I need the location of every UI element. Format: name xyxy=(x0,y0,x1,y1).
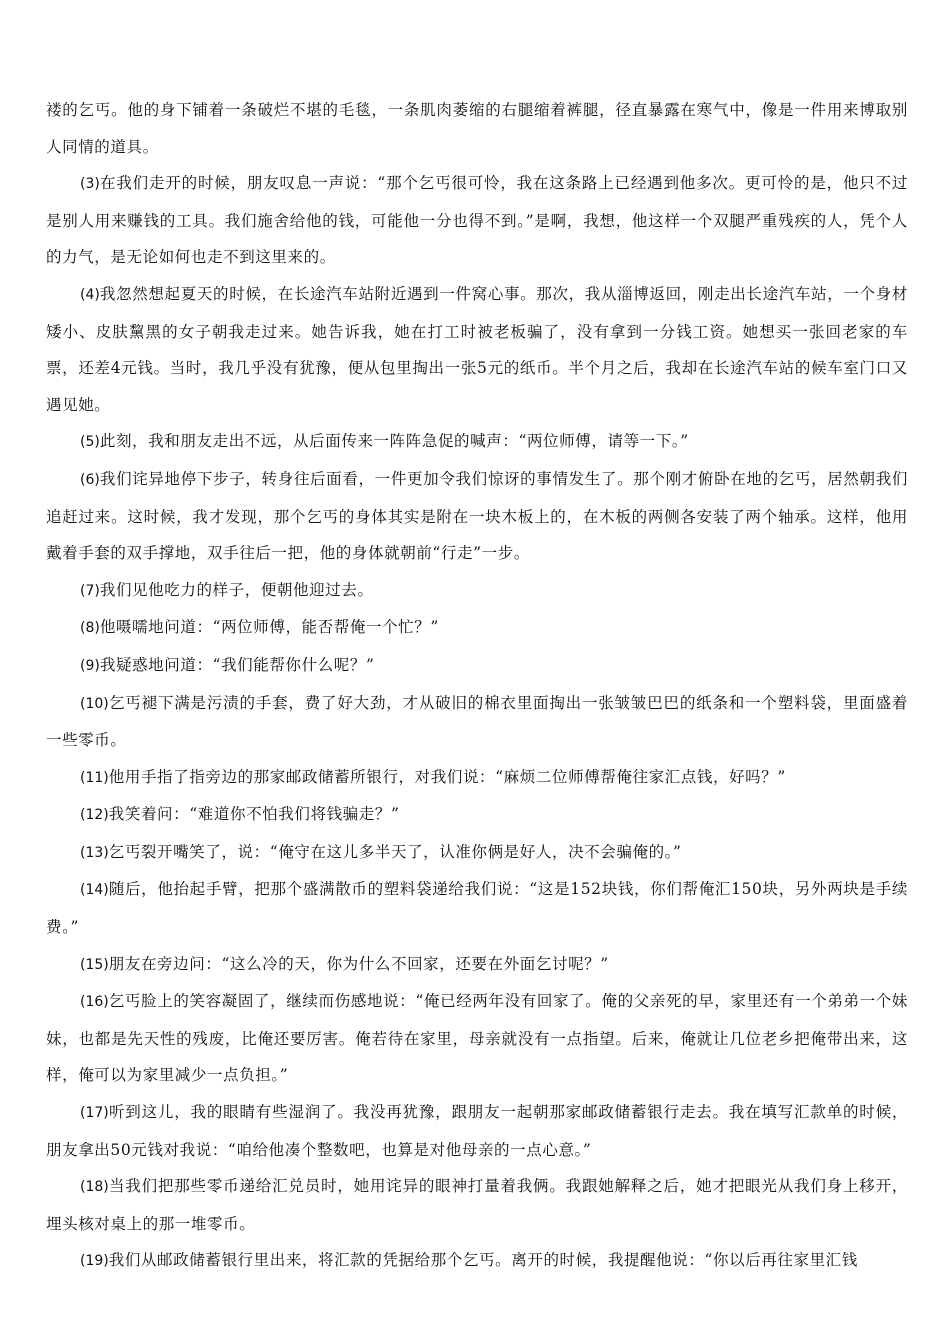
paragraph-text: 当我们把那些零币递给汇兑员时，她用诧异的眼神打量着我俩。我跟她解释之后，她才把眼光从我们身上移开，埋头核对桌上的那一堆零币。 xyxy=(46,1177,908,1233)
paragraph-text: 我忽然想起夏天的时候，在长途汽车站附近遇到一件窝心事。那次，我从淄博返回，刚走出长途汽车站，一个身材矮小、皮肤黧黑的女子朝我走过来。她告诉我，她在打工时被老板骗了，没有拿到一分钱工资。她想买一张回老家的车票，还差4元钱。当时，我几乎没有犹豫，便从包里掏出一张5元的纸币。半个月之后，我却在长途汽车站的候车室门口又遇见她。 xyxy=(46,284,908,414)
paragraph-text: 他嗫嚅地问道：“两位师傅，能否帮俺一个忙？” xyxy=(99,618,439,637)
paragraph-text: 乞丐脸上的笑容凝固了，继续而伤感地说：“俺已经两年没有回家了。俺的父亲死的早，家里还有一个弟弟一个妹妹，也都是先天性的残废，比俺还要厉害。俺若待在家里，母亲就没有一点指望。后来，俺就让几位老乡把俺带出来，这样，俺可以为家里减少一点负担。” xyxy=(46,992,908,1085)
paragraph-number: (15) xyxy=(80,956,109,973)
paragraph-12 xyxy=(46,796,908,834)
paragraph-5 xyxy=(46,423,908,461)
paragraph-text: 听到这儿，我的眼睛有些湿润了。我没再犹豫，跟朋友一起朝那家邮政储蓄银行走去。我在填写汇款单的时候，朋友拿出50元钱对我说：“咱给他凑个整数吧，也算是对他母亲的一点心意。” xyxy=(46,1103,908,1159)
paragraph-16 xyxy=(46,983,908,1094)
paragraph-13 xyxy=(46,834,908,872)
paragraph-text: 我笑着问：“难道你不怕我们将钱骗走？” xyxy=(108,805,400,824)
paragraph-text: 我疑惑地问道：“我们能帮你什么呢？” xyxy=(99,655,375,674)
paragraph-number: (6) xyxy=(80,471,100,488)
paragraph-number: (17) xyxy=(80,1105,109,1122)
paragraph-text: 此刻，我和朋友走出不远，从后面传来一阵阵急促的喊声：“两位师傅，请等一下。” xyxy=(99,432,689,451)
paragraph-number: (12) xyxy=(80,807,109,824)
paragraph-text: 乞丐裂开嘴笑了，说：“俺守在这儿多半天了，认准你俩是好人，决不会骗俺的。” xyxy=(108,842,682,861)
paragraph-text: 在我们走开的时候，朋友叹息一声说：“那个乞丐很可怜，我在这条路上已经遇到他多次。更可怜的是，他只不过是别人用来赚钱的工具。我们施舍给他的钱，可能他一分也得不到。”是啊，我想，他这样一个双腿严重残疾的人，凭个人的力气，是无论如何也走不到这里来的。 xyxy=(46,174,908,267)
paragraph-continued xyxy=(46,92,908,165)
paragraph-11 xyxy=(46,759,908,797)
paragraph-7 xyxy=(46,572,908,610)
paragraph-19 xyxy=(46,1242,908,1280)
paragraph-text: 褛的乞丐。他的身下铺着一条破烂不堪的毛毯，一条肌肉萎缩的右腿缩着裤腿，径直暴露在寒气中，像是一件用来博取别人同情的道具。 xyxy=(46,101,908,156)
paragraph-number: (14) xyxy=(80,882,109,899)
paragraph-6 xyxy=(46,461,908,572)
paragraph-4 xyxy=(46,276,908,423)
paragraph-number: (10) xyxy=(80,695,109,712)
paragraph-text: 乞丐褪下满是污渍的手套，费了好大劲，才从破旧的棉衣里面掏出一张皱皱巴巴的纸条和一个塑料袋，里面盛着一些零币。 xyxy=(46,693,908,750)
paragraph-10 xyxy=(46,685,908,759)
paragraph-number: (9) xyxy=(80,657,100,674)
paragraph-number: (19) xyxy=(80,1253,109,1270)
paragraph-3 xyxy=(46,165,908,276)
paragraph-9 xyxy=(46,647,908,685)
paragraph-15 xyxy=(46,946,908,984)
paragraph-8 xyxy=(46,609,908,647)
paragraph-number: (7) xyxy=(80,582,100,599)
paragraph-text: 他用手指了指旁边的那家邮政储蓄所银行，对我们说：“麻烦二位师傅帮俺往家汇点钱，好吗？” xyxy=(108,767,786,786)
document-page xyxy=(46,92,908,1280)
paragraph-number: (13) xyxy=(80,844,109,861)
paragraph-text: 我们从邮政储蓄银行里出来，将汇款的凭据给那个乞丐。离开的时候，我提醒他说：“你以后再往家里汇钱 xyxy=(108,1251,858,1270)
paragraph-text: 随后，他抬起手臂，把那个盛满散币的塑料袋递给我们说：“这是152块钱，你们帮俺汇150块，另外两块是手续费。” xyxy=(46,880,908,937)
paragraph-number: (5) xyxy=(80,434,100,451)
paragraph-number: (11) xyxy=(80,769,109,786)
paragraph-14 xyxy=(46,871,908,945)
paragraph-number: (16) xyxy=(80,994,109,1011)
paragraph-text: 朋友在旁边问：“这么冷的天，你为什么不回家，还要在外面乞讨呢？” xyxy=(108,954,609,973)
paragraph-text: 我们见他吃力的样子，便朝他迎过去。 xyxy=(99,580,374,599)
paragraph-number: (8) xyxy=(80,620,100,637)
paragraph-number: (3) xyxy=(80,176,100,193)
paragraph-text: 我们诧异地停下步子，转身往后面看，一件更加令我们惊讶的事情发生了。那个刚才俯卧在地的乞丐，居然朝我们追赶过来。这时候，我才发现，那个乞丐的身体其实是附在一块木板上的，在木板的两侧各安装了两个轴承。这样，他用戴着手套的双手撑地，双手往后一把，他的身体就朝前“行走”一步。 xyxy=(46,469,908,563)
paragraph-number: (18) xyxy=(80,1179,109,1196)
paragraph-number: (4) xyxy=(80,286,100,303)
paragraph-18 xyxy=(46,1168,908,1242)
paragraph-17 xyxy=(46,1094,908,1168)
